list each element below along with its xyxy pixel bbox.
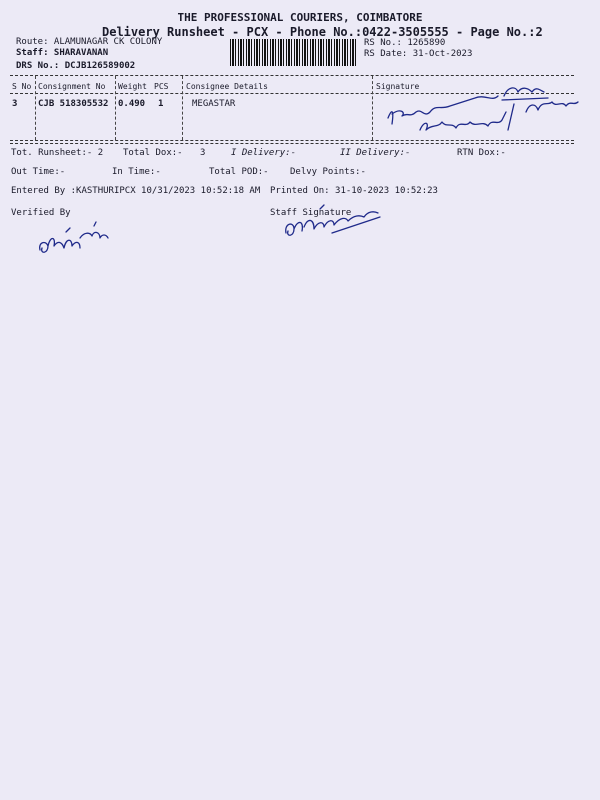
- company-title: THE PROFESSIONAL COURIERS, COIMBATORE: [177, 11, 423, 24]
- col-header-pcs: PCS: [154, 82, 169, 91]
- col-divider: [182, 76, 183, 140]
- barcode: [230, 39, 357, 66]
- total-dox-value: 3: [200, 148, 206, 158]
- col-header-signature: Signature: [376, 82, 420, 91]
- in-time: In Time:-: [112, 167, 161, 177]
- rs-number: RS No.: 1265890: [364, 38, 446, 48]
- col-header-sno: S No: [12, 82, 32, 91]
- col-divider: [35, 76, 36, 140]
- verified-by-label: Verified By: [11, 208, 71, 218]
- total-pod: Total POD:-: [209, 167, 269, 177]
- col-header-consignee: Consignee Details: [186, 82, 268, 91]
- table-row-weight: 0.490: [118, 99, 146, 109]
- rs-date: RS Date: 31-Oct-2023: [364, 49, 473, 59]
- col-divider: [372, 76, 373, 140]
- tot-runsheet: Tot. Runsheet:- 2: [11, 148, 104, 158]
- staff-signature: [280, 205, 390, 245]
- drs-number: DRS No.: DCJB126589002: [16, 61, 136, 71]
- table-row-consignment: CJB 518305532: [38, 99, 109, 109]
- verifier-signature: [36, 220, 116, 260]
- entered-by: Entered By :KASTHURIPCX 10/31/2023 10:52:18 AM: [11, 186, 261, 196]
- total-dox-label: Total Dox:-: [123, 148, 183, 158]
- staff-label: Staff: SHARAVANAN: [16, 48, 109, 58]
- printed-on: Printed On: 31-10-2023 10:52:23: [270, 186, 438, 196]
- table-bottom-rule-2: [10, 143, 574, 144]
- route-label: Route: ALAMUNAGAR CK COLONY: [16, 37, 163, 47]
- table-top-rule: [10, 75, 574, 76]
- table-row-pcs: 1: [158, 99, 164, 109]
- col-divider: [115, 76, 116, 140]
- runsheet-title: Delivery Runsheet - PCX - Phone No.:0422-3505555 - Page No.:2: [102, 25, 543, 39]
- col-header-consignment: Consignment No: [38, 82, 106, 91]
- staff-signature-label: Staff Signature: [270, 208, 352, 218]
- delvy-points: Delvy Points:-: [290, 167, 366, 177]
- i-delivery: I Delivery:-: [231, 148, 297, 158]
- ii-delivery: II Delivery:-: [340, 148, 411, 158]
- out-time: Out Time:-: [11, 167, 66, 177]
- rtn-dox: RTN Dox:-: [457, 148, 506, 158]
- recipient-signature: [380, 82, 590, 142]
- col-header-weight: Weight: [118, 82, 147, 91]
- table-row-sno: 3: [12, 99, 18, 109]
- table-row-consignee: MEGASTAR: [192, 99, 236, 109]
